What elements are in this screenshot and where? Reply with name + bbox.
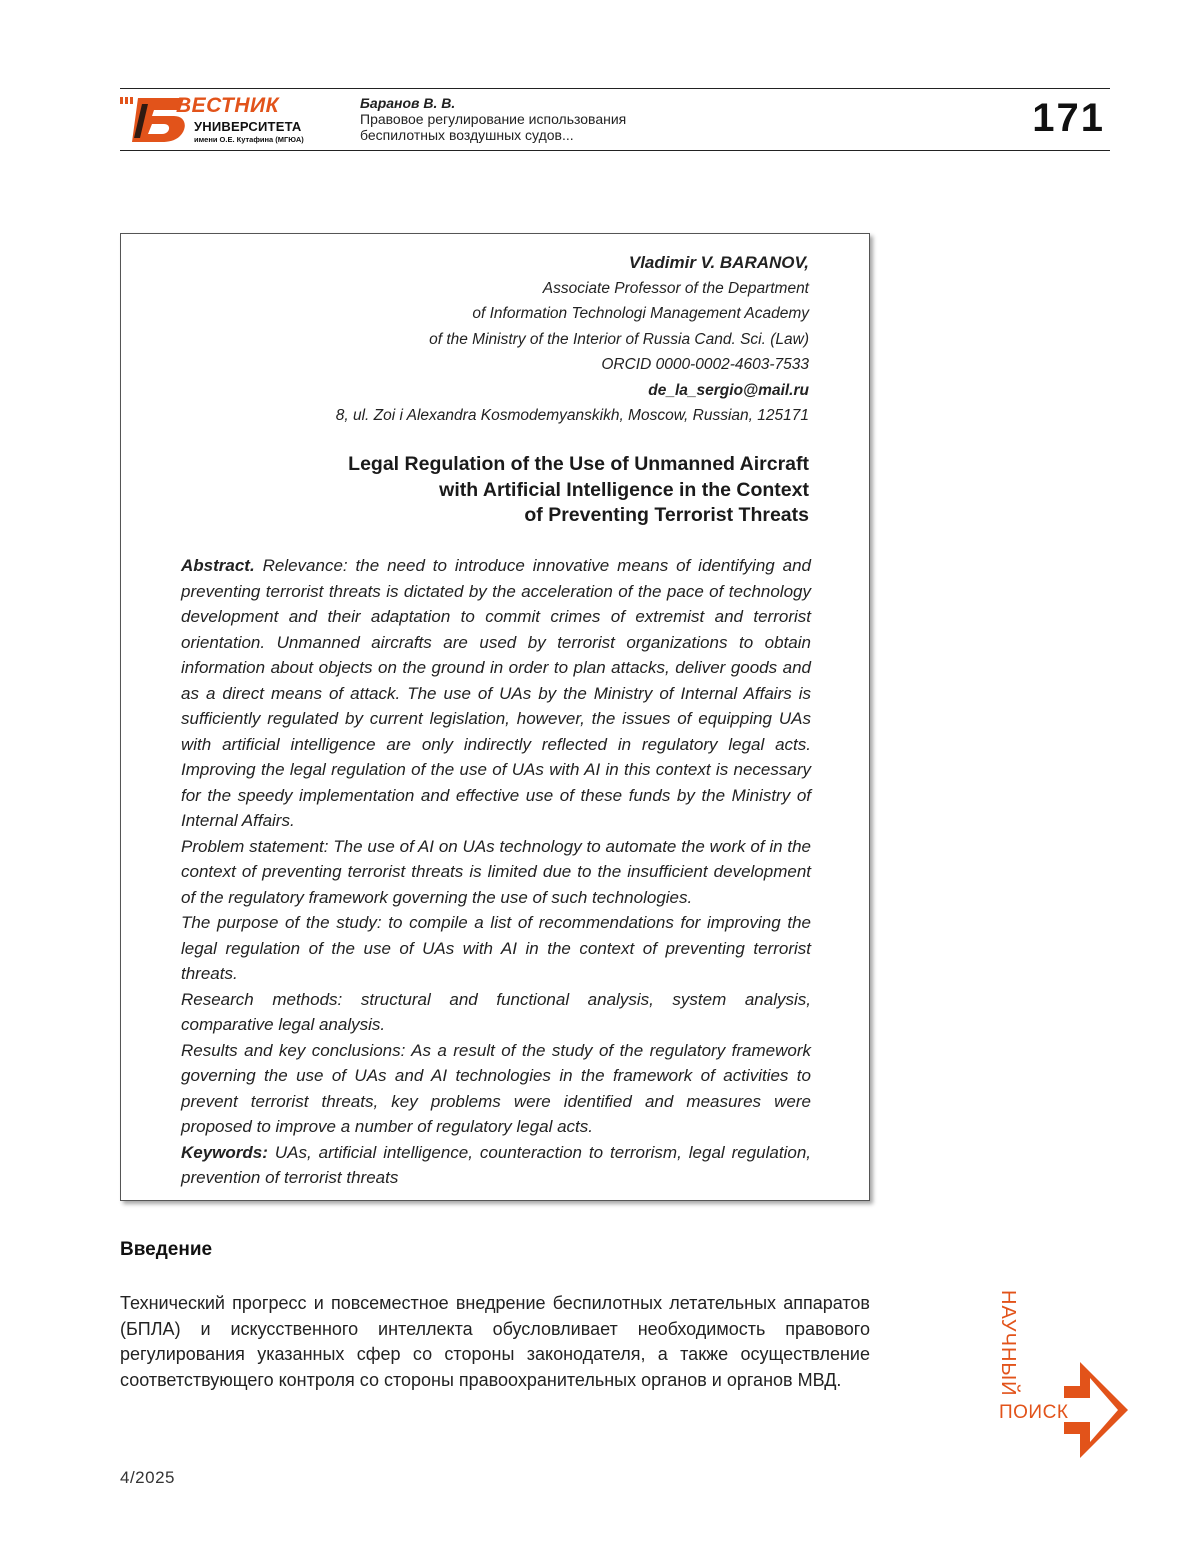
english-abstract-box (120, 233, 870, 1201)
article-title-line1: Legal Regulation of the Use of Unmanned Aircraft (249, 452, 809, 478)
article-title-line2: with Artificial Intelligence in the Context (249, 478, 809, 504)
author-address: 8, ul. Zoi i Alexandra Kosmodemyanskikh, Moscow, Russian, 125171 (336, 403, 809, 429)
logo-word: ВЕСТНИК (176, 94, 279, 118)
page-number: 171 (1032, 96, 1105, 141)
author-position: Associate Professor of the Department (336, 276, 809, 302)
logo-university: УНИВЕРСИТЕТА (194, 119, 301, 134)
abstract-keywords (181, 1140, 811, 1191)
abstract-purpose: The purpose of the study: to compile a list of recommendations for improving the legal regulation of the use of UAs with AI in the context of preventing terrorist threats. (181, 910, 811, 987)
intro-paragraph: Технический прогресс и повсеместное внедрение беспилотных летательных аппаратов (БПЛА) и искусственного интеллекта обусловливает необходимость правового регулирования указанных сфер со стороны законодателя, а также осуществление соответствующего контроля со стороны правоохранительных органов и органов МВД. (120, 1291, 870, 1393)
arrow-icon (1060, 1360, 1132, 1460)
header-bottom-rule (120, 150, 1110, 151)
author-name: Vladimir V. BARANOV, (336, 250, 809, 276)
author-org-line1: of Information Technologi Management Academy (336, 301, 809, 327)
abstract-methods: Research methods: structural and functional analysis, system analysis, comparative legal analysis. (181, 987, 811, 1038)
running-header (360, 95, 626, 143)
issue-number: 4/2025 (120, 1468, 175, 1488)
header-title-line2: беспилотных воздушных судов... (360, 127, 626, 143)
header-author: Баранов В. В. (360, 95, 626, 111)
abstract-body (181, 553, 811, 1191)
article-title (249, 452, 809, 529)
side-logo-word2: ПОИСК (999, 1402, 1068, 1424)
keywords-text: UAs, artificial intelligence, counteraction to terrorism, legal regulation, prevention of terrorist threats (181, 1143, 811, 1188)
journal-logo (118, 94, 323, 148)
abstract-relevance-text: Relevance: the need to introduce innovative means of identifying and preventing terrorist threats is dictated by the acceleration of the pace of technology development and their adaptation to commit crimes of extremist and terrorist orientation. Unmanned aircrafts are used by terrorist organizations to obtain information about objects on the ground in order to plan attacks, deliver goods and as a direct means of attack. The use of UAs by the Ministry of Internal Affairs is sufficiently regulated by current legislation, however, the issues of equipping UAs with artificial intelligence are only indirectly reflected in regulatory legal acts. Improving the legal regulation of the use of UAs with AI in this context is necessary for the speedy implementation and effective use of these funds by the Ministry of Internal Affairs. (181, 556, 811, 830)
author-org-line2: of the Ministry of the Interior of Russia Cand. Sci. (Law) (336, 327, 809, 353)
author-info (336, 250, 809, 429)
section-heading: Введение (120, 1239, 212, 1261)
header-title-line1: Правовое регулирование использования (360, 111, 626, 127)
logo-subtitle: имени О.Е. Кутафина (МГЮА) (194, 135, 304, 144)
author-orcid: ORCID 0000-0002-4603-7533 (336, 352, 809, 378)
abstract-results: Results and key conclusions: As a result of the study of the regulatory framework governing the use of UAs and AI technologies in the framework of activities to prevent terrorist threats, key problems were identified and measures were proposed to improve a number of regulatory legal acts. (181, 1038, 811, 1140)
side-logo-word1: НАУЧНЫЙ (996, 1290, 1019, 1396)
abstract-problem: Problem statement: The use of AI on UAs technology to automate the work of in the context of preventing terrorist threats is limited due to the insufficient development of the regulatory framework governing the use of such technologies. (181, 834, 811, 911)
author-email: de_la_sergio@mail.ru (336, 378, 809, 404)
article-title-line3: of Preventing Terrorist Threats (249, 503, 809, 529)
header-top-rule (120, 88, 1110, 89)
abstract-relevance (181, 553, 811, 834)
abstract-label: Abstract. (181, 556, 255, 575)
keywords-label: Keywords: (181, 1143, 268, 1162)
